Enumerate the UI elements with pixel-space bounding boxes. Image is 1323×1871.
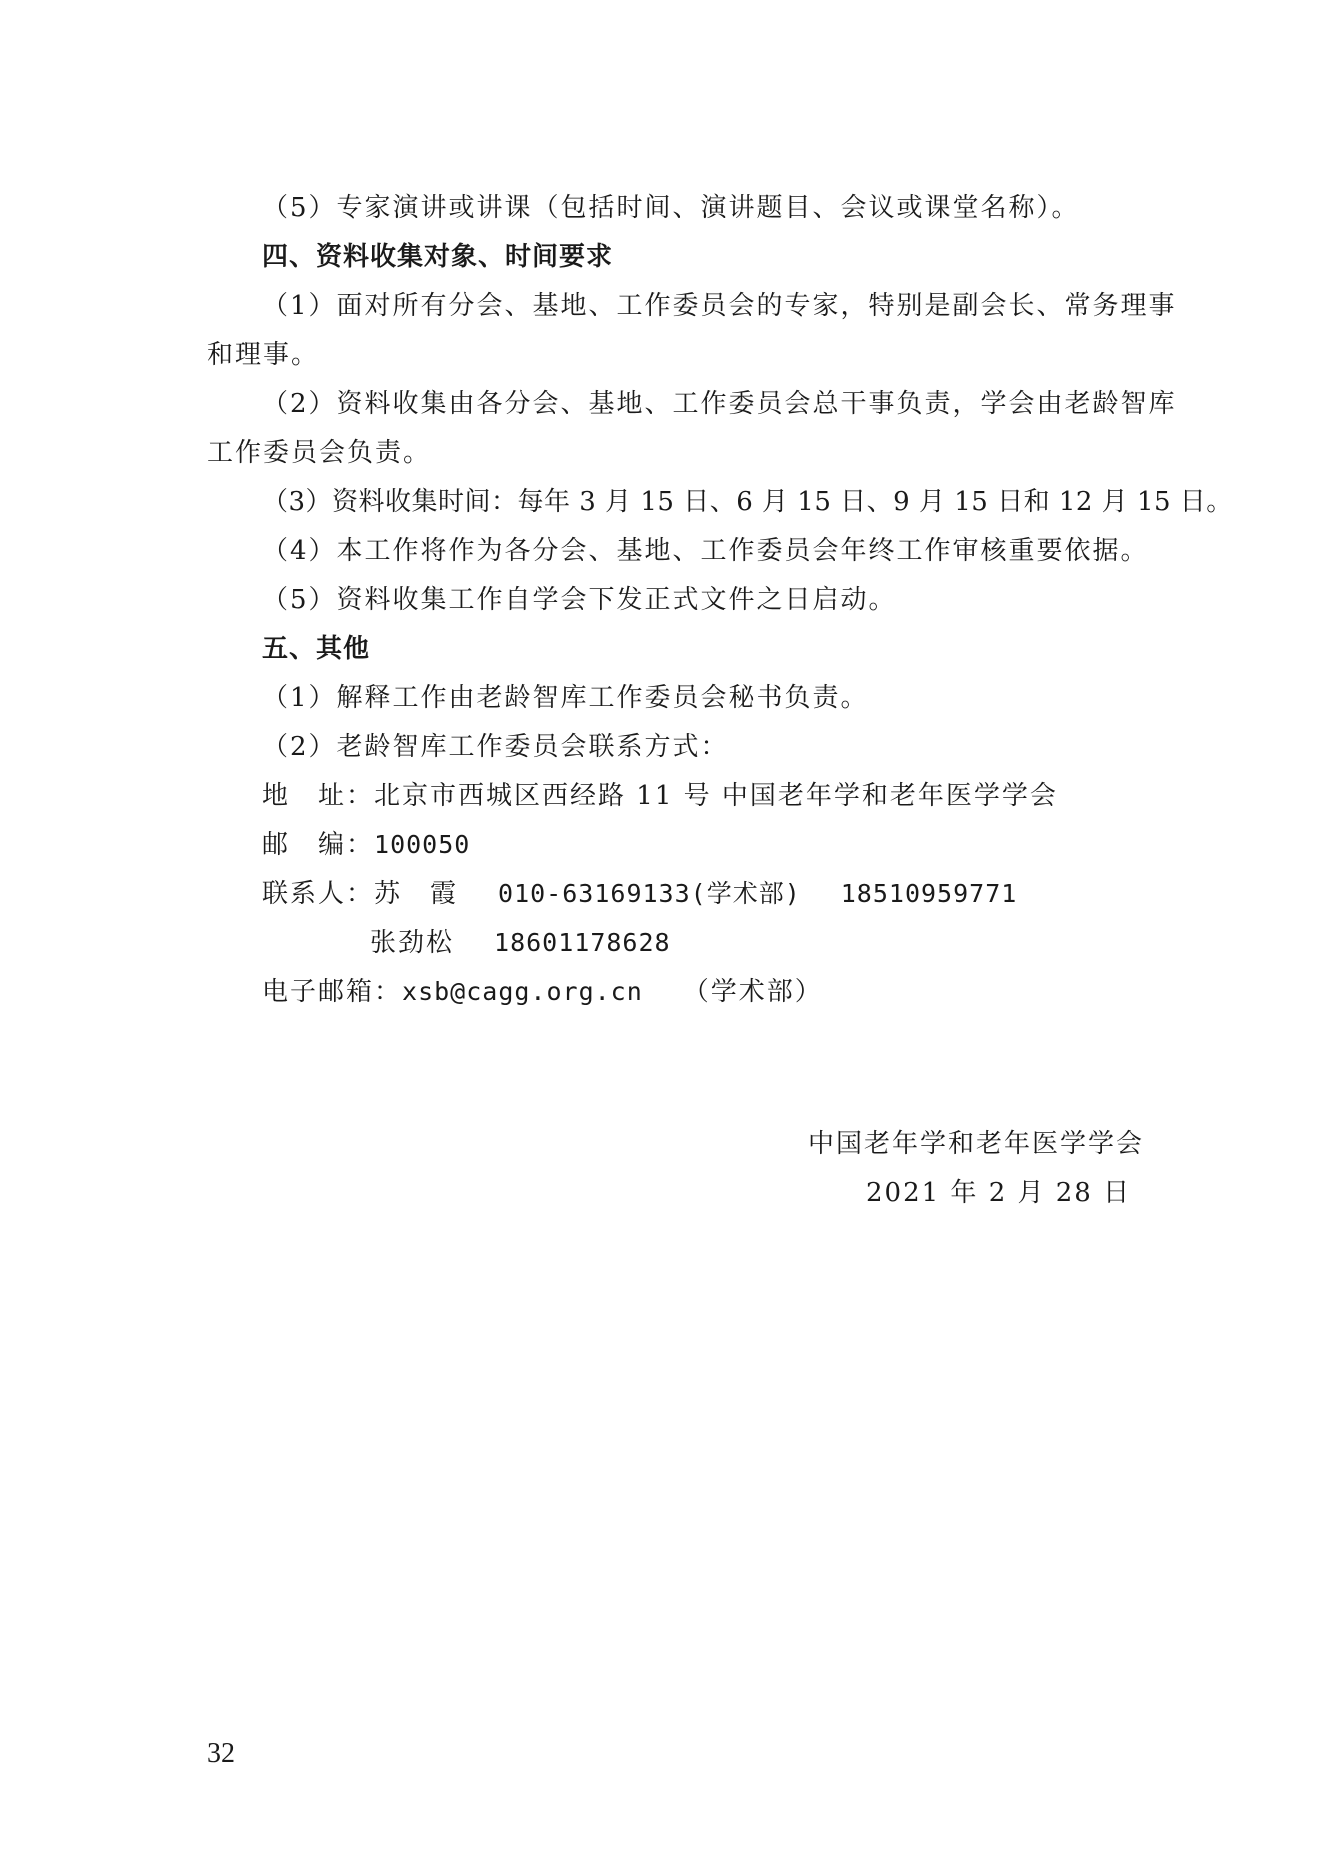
- address-value: 北京市西城区西经路 11 号 中国老年学和老年医学学会: [374, 781, 1058, 811]
- item-4-3: （3）资料收集时间：每年 3 月 15 日、6 月 15 日、9 月 15 日和 12 月 15 日。: [262, 487, 1233, 517]
- item-4-1-line2: 和理事。: [207, 340, 320, 370]
- person1-mobile: 18510959771: [840, 879, 1018, 908]
- email-value[interactable]: xsb@cagg.org.cn: [402, 977, 643, 1006]
- section-5-heading: 五、其他: [262, 634, 371, 664]
- person2-name: 张劲松: [370, 928, 455, 958]
- signature-organization: 中国老年学和老年医学学会: [808, 1129, 1145, 1159]
- postcode-label: 邮 编：: [262, 830, 375, 860]
- page-number: 32: [207, 1738, 235, 1769]
- item-5-2: （2）老龄智库工作委员会联系方式：: [262, 732, 729, 762]
- item-4-2-line2: 工作委员会负责。: [207, 438, 432, 468]
- address-row: [262, 778, 1058, 814]
- postcode-value: 100050: [374, 830, 471, 859]
- email-row: [262, 974, 823, 1010]
- email-note: （学术部）: [682, 977, 823, 1007]
- contact-label: 联系人：: [262, 879, 375, 909]
- person1-name: 苏 霞: [374, 879, 459, 909]
- person2-mobile: 18601178628: [494, 928, 671, 957]
- section-4-heading: 四、资料收集对象、时间要求: [262, 242, 614, 272]
- contact-row-1: [262, 876, 1017, 912]
- person1-phone: 010-63169133(学术部): [498, 879, 801, 908]
- signature-date: 2021 年 2 月 28 日: [866, 1178, 1132, 1208]
- item-4-2-line1: （2）资料收集由各分会、基地、工作委员会总干事负责，学会由老龄智库: [262, 389, 1177, 419]
- postcode-row: [262, 827, 470, 863]
- contact-row-2: [370, 925, 671, 961]
- item-5-1: （1）解释工作由老龄智库工作委员会秘书负责。: [262, 683, 869, 713]
- item-4-5: （5）资料收集工作自学会下发正式文件之日启动。: [262, 585, 897, 615]
- item-4-4: （4）本工作将作为各分会、基地、工作委员会年终工作审核重要依据。: [262, 536, 1149, 566]
- email-label: 电子邮箱：: [262, 977, 403, 1007]
- item-4-1-line1: （1）面对所有分会、基地、工作委员会的专家，特别是副会长、常务理事: [262, 291, 1177, 321]
- item-3-5: （5）专家演讲或讲课（包括时间、演讲题目、会议或课堂名称）。: [262, 193, 1080, 223]
- address-label: 地 址：: [262, 781, 375, 811]
